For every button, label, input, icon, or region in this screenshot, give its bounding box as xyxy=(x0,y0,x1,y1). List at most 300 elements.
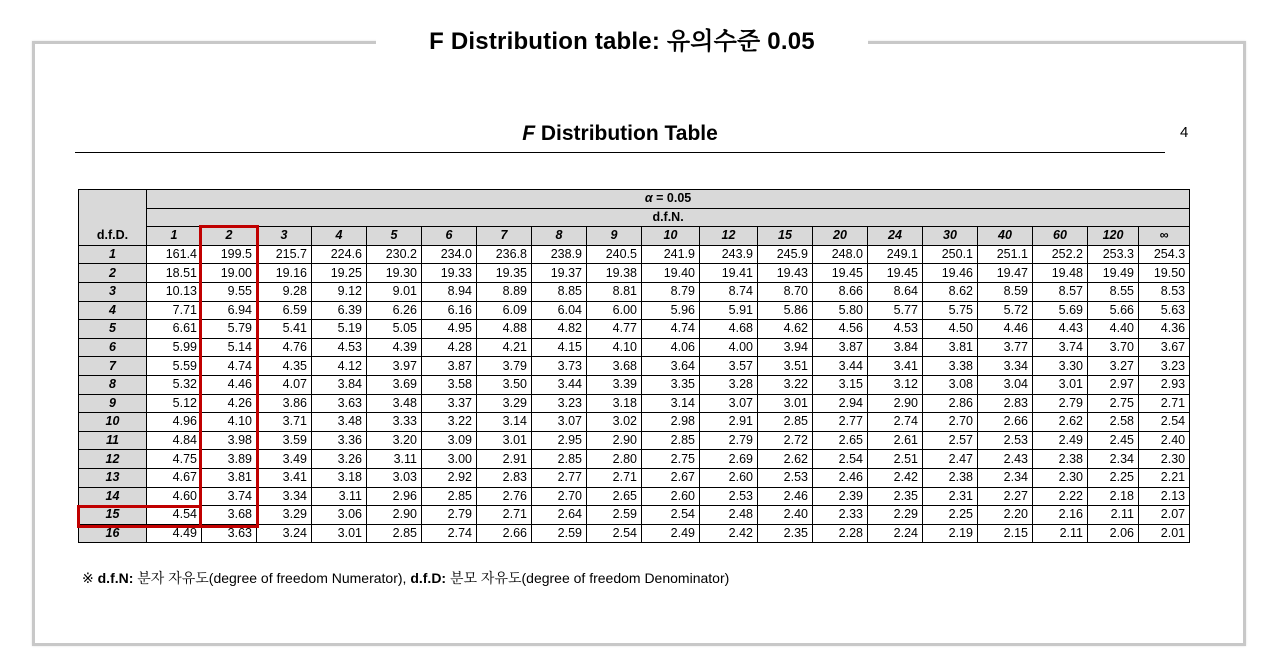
table-cell: 8.70 xyxy=(758,282,813,301)
table-cell: 8.85 xyxy=(532,282,587,301)
table-row xyxy=(79,450,1190,469)
table-cell: 2.30 xyxy=(1139,450,1190,469)
table-cell: 4.53 xyxy=(868,320,923,339)
table-cell: 2.57 xyxy=(923,431,978,450)
table-row xyxy=(79,245,1190,264)
row-header: 3 xyxy=(79,282,147,301)
table-cell: 3.18 xyxy=(312,468,367,487)
table-cell: 3.84 xyxy=(312,375,367,394)
table-cell: 2.49 xyxy=(1033,431,1088,450)
table-cell: 2.39 xyxy=(813,487,868,506)
table-cell: 19.40 xyxy=(642,264,700,283)
table-cell: 3.02 xyxy=(587,413,642,432)
row-header: 6 xyxy=(79,338,147,357)
table-cell: 2.60 xyxy=(700,468,758,487)
table-cell: 2.61 xyxy=(868,431,923,450)
table-cell: 3.01 xyxy=(1033,375,1088,394)
table-cell: 2.96 xyxy=(367,487,422,506)
table-cell: 2.74 xyxy=(422,524,477,543)
f-distribution-table xyxy=(78,189,1190,543)
table-cell: 2.42 xyxy=(868,468,923,487)
table-cell: 3.18 xyxy=(587,394,642,413)
table-cell: 4.46 xyxy=(978,320,1033,339)
table-cell: 2.27 xyxy=(978,487,1033,506)
table-cell: 2.94 xyxy=(813,394,868,413)
table-cell: 238.9 xyxy=(532,245,587,264)
table-cell: 3.23 xyxy=(1139,357,1190,376)
table-cell: 2.07 xyxy=(1139,506,1190,525)
table-cell: 3.68 xyxy=(202,506,257,525)
table-cell: 2.51 xyxy=(868,450,923,469)
table-cell: 5.99 xyxy=(147,338,202,357)
table-cell: 4.10 xyxy=(587,338,642,357)
table-cell: 2.98 xyxy=(642,413,700,432)
table-cell: 8.81 xyxy=(587,282,642,301)
table-cell: 3.30 xyxy=(1033,357,1088,376)
table-cell: 3.11 xyxy=(367,450,422,469)
table-cell: 3.97 xyxy=(367,357,422,376)
table-cell: 2.90 xyxy=(587,431,642,450)
row-header: 15 xyxy=(79,506,147,525)
table-cell: 2.74 xyxy=(868,413,923,432)
table-cell: 5.19 xyxy=(312,320,367,339)
table-row xyxy=(79,282,1190,301)
table-cell: 245.9 xyxy=(758,245,813,264)
table-cell: 2.83 xyxy=(477,468,532,487)
table-cell: 4.07 xyxy=(257,375,312,394)
table-cell: 4.84 xyxy=(147,431,202,450)
table-cell: 4.88 xyxy=(477,320,532,339)
table-cell: 3.20 xyxy=(367,431,422,450)
table-cell: 2.66 xyxy=(978,413,1033,432)
table-cell: 3.39 xyxy=(587,375,642,394)
table-cell: 3.36 xyxy=(312,431,367,450)
alpha-symbol: α xyxy=(644,191,653,206)
table-cell: 3.50 xyxy=(477,375,532,394)
table-cell: 240.5 xyxy=(587,245,642,264)
table-cell: 3.77 xyxy=(978,338,1033,357)
table-cell: 3.11 xyxy=(312,487,367,506)
table-cell: 3.48 xyxy=(367,394,422,413)
table-cell: 2.85 xyxy=(422,487,477,506)
table-cell: 6.59 xyxy=(257,301,312,320)
table-cell: 2.60 xyxy=(642,487,700,506)
table-cell: 2.83 xyxy=(978,394,1033,413)
table-cell: 3.81 xyxy=(202,468,257,487)
table-cell: 3.29 xyxy=(257,506,312,525)
table-cell: 3.63 xyxy=(202,524,257,543)
table-cell: 4.21 xyxy=(477,338,532,357)
table-cell: 248.0 xyxy=(813,245,868,264)
table-cell: 8.57 xyxy=(1033,282,1088,301)
dfd-header: d.f.D. xyxy=(79,190,147,246)
table-cell: 4.36 xyxy=(1139,320,1190,339)
table-cell: 3.03 xyxy=(367,468,422,487)
table-cell: 19.49 xyxy=(1088,264,1139,283)
table-cell: 2.34 xyxy=(1088,450,1139,469)
table-cell: 3.67 xyxy=(1139,338,1190,357)
table-cell: 4.75 xyxy=(147,450,202,469)
table-cell: 2.85 xyxy=(642,431,700,450)
row-header: 16 xyxy=(79,524,147,543)
table-cell: 4.49 xyxy=(147,524,202,543)
table-cell: 3.48 xyxy=(312,413,367,432)
table-cell: 2.33 xyxy=(813,506,868,525)
table-cell: 199.5 xyxy=(202,245,257,264)
table-cell: 6.04 xyxy=(532,301,587,320)
table-cell: 2.29 xyxy=(868,506,923,525)
table-cell: 2.62 xyxy=(758,450,813,469)
table-cell: 5.91 xyxy=(700,301,758,320)
table-cell: 5.80 xyxy=(813,301,868,320)
table-cell: 2.91 xyxy=(700,413,758,432)
table-cell: 4.50 xyxy=(923,320,978,339)
row-header: 7 xyxy=(79,357,147,376)
column-header-17: 60 xyxy=(1033,227,1088,246)
column-header-2: 2 xyxy=(202,227,257,246)
table-cell: 3.22 xyxy=(758,375,813,394)
table-cell: 4.40 xyxy=(1088,320,1139,339)
table-cell: 2.31 xyxy=(923,487,978,506)
table-cell: 2.85 xyxy=(367,524,422,543)
header-row-columns xyxy=(79,227,1190,246)
table-cell: 5.66 xyxy=(1088,301,1139,320)
table-cell: 4.62 xyxy=(758,320,813,339)
table-cell: 2.53 xyxy=(700,487,758,506)
table-cell: 2.93 xyxy=(1139,375,1190,394)
table-cell: 2.11 xyxy=(1033,524,1088,543)
table-cell: 10.13 xyxy=(147,282,202,301)
table-cell: 5.12 xyxy=(147,394,202,413)
table-cell: 3.87 xyxy=(813,338,868,357)
table-cell: 2.54 xyxy=(587,524,642,543)
table-cell: 2.46 xyxy=(758,487,813,506)
table-cell: 19.16 xyxy=(257,264,312,283)
table-cell: 3.01 xyxy=(312,524,367,543)
column-header-14: 24 xyxy=(868,227,923,246)
table-cell: 7.71 xyxy=(147,301,202,320)
row-header: 4 xyxy=(79,301,147,320)
table-cell: 3.98 xyxy=(202,431,257,450)
table-cell: 3.01 xyxy=(758,394,813,413)
table-cell: 2.25 xyxy=(923,506,978,525)
table-cell: 2.80 xyxy=(587,450,642,469)
row-header: 12 xyxy=(79,450,147,469)
table-cell: 5.59 xyxy=(147,357,202,376)
table-cell: 6.61 xyxy=(147,320,202,339)
table-cell: 2.53 xyxy=(978,431,1033,450)
table-cell: 8.59 xyxy=(978,282,1033,301)
table-cell: 243.9 xyxy=(700,245,758,264)
table-cell: 3.14 xyxy=(642,394,700,413)
table-row xyxy=(79,338,1190,357)
table-cell: 2.46 xyxy=(813,468,868,487)
column-header-16: 40 xyxy=(978,227,1033,246)
table-row xyxy=(79,413,1190,432)
table-cell: 3.74 xyxy=(1033,338,1088,357)
column-header-6: 6 xyxy=(422,227,477,246)
table-cell: 2.65 xyxy=(813,431,868,450)
table-cell: 3.64 xyxy=(642,357,700,376)
table-cell: 19.46 xyxy=(923,264,978,283)
table-cell: 3.28 xyxy=(700,375,758,394)
table-cell: 6.00 xyxy=(587,301,642,320)
table-cell: 4.68 xyxy=(700,320,758,339)
table-cell: 2.25 xyxy=(1088,468,1139,487)
table-cell: 2.49 xyxy=(642,524,700,543)
table-cell: 2.75 xyxy=(1088,394,1139,413)
document-title-italic: F xyxy=(522,122,536,145)
table-cell: 4.00 xyxy=(700,338,758,357)
alpha-value: = 0.05 xyxy=(652,191,692,206)
table-cell: 19.43 xyxy=(758,264,813,283)
table-cell: 2.54 xyxy=(1139,413,1190,432)
table-cell: 3.44 xyxy=(532,375,587,394)
table-cell: 3.00 xyxy=(422,450,477,469)
table-cell: 19.25 xyxy=(312,264,367,283)
table-cell: 2.90 xyxy=(868,394,923,413)
table-cell: 2.01 xyxy=(1139,524,1190,543)
table-cell: 4.54 xyxy=(147,506,202,525)
table-cell: 2.35 xyxy=(868,487,923,506)
table-cell: 2.20 xyxy=(978,506,1033,525)
table-cell: 3.41 xyxy=(257,468,312,487)
column-header-18: 120 xyxy=(1088,227,1139,246)
table-cell: 2.71 xyxy=(1139,394,1190,413)
table-cell: 3.34 xyxy=(257,487,312,506)
table-cell: 4.26 xyxy=(202,394,257,413)
table-cell: 9.55 xyxy=(202,282,257,301)
table-cell: 3.34 xyxy=(978,357,1033,376)
column-header-1: 1 xyxy=(147,227,202,246)
column-header-12: 15 xyxy=(758,227,813,246)
title-rule xyxy=(75,152,1165,153)
footnote-mark: ※ xyxy=(82,570,98,586)
table-cell: 215.7 xyxy=(257,245,312,264)
table-cell: 19.47 xyxy=(978,264,1033,283)
table-cell: 3.49 xyxy=(257,450,312,469)
document-title-rest: Distribution Table xyxy=(535,122,718,145)
table-cell: 4.12 xyxy=(312,357,367,376)
table-cell: 5.96 xyxy=(642,301,700,320)
table-cell: 2.92 xyxy=(422,468,477,487)
table-cell: 2.86 xyxy=(923,394,978,413)
column-header-9: 9 xyxy=(587,227,642,246)
document-title xyxy=(75,122,1165,146)
row-header: 9 xyxy=(79,394,147,413)
table-cell: 3.68 xyxy=(587,357,642,376)
table-cell: 2.70 xyxy=(923,413,978,432)
table-cell: 3.22 xyxy=(422,413,477,432)
table-cell: 3.04 xyxy=(978,375,1033,394)
table-cell: 3.41 xyxy=(868,357,923,376)
row-header: 8 xyxy=(79,375,147,394)
table-cell: 3.69 xyxy=(367,375,422,394)
table-cell: 4.28 xyxy=(422,338,477,357)
row-header: 1 xyxy=(79,245,147,264)
table-cell: 4.67 xyxy=(147,468,202,487)
table-cell: 3.27 xyxy=(1088,357,1139,376)
table-cell: 5.41 xyxy=(257,320,312,339)
table-row xyxy=(79,487,1190,506)
table-cell: 2.69 xyxy=(700,450,758,469)
table-cell: 3.08 xyxy=(923,375,978,394)
table-cell: 3.14 xyxy=(477,413,532,432)
table-cell: 19.37 xyxy=(532,264,587,283)
table-cell: 2.38 xyxy=(1033,450,1088,469)
table-cell: 4.06 xyxy=(642,338,700,357)
table-cell: 3.44 xyxy=(813,357,868,376)
table-cell: 4.76 xyxy=(257,338,312,357)
table-cell: 3.79 xyxy=(477,357,532,376)
table-cell: 4.95 xyxy=(422,320,477,339)
table-row xyxy=(79,468,1190,487)
table-cell: 2.40 xyxy=(758,506,813,525)
table-cell: 2.77 xyxy=(532,468,587,487)
table-cell: 2.95 xyxy=(532,431,587,450)
table-cell: 4.53 xyxy=(312,338,367,357)
table-cell: 18.51 xyxy=(147,264,202,283)
table-cell: 3.71 xyxy=(257,413,312,432)
table-cell: 8.79 xyxy=(642,282,700,301)
table-cell: 2.64 xyxy=(532,506,587,525)
table-cell: 2.79 xyxy=(1033,394,1088,413)
table-row xyxy=(79,375,1190,394)
table-cell: 2.58 xyxy=(1088,413,1139,432)
table-cell: 3.37 xyxy=(422,394,477,413)
table-cell: 2.65 xyxy=(587,487,642,506)
table-cell: 4.77 xyxy=(587,320,642,339)
table-cell: 3.07 xyxy=(700,394,758,413)
table-row xyxy=(79,506,1190,525)
table-cell: 3.58 xyxy=(422,375,477,394)
table-cell: 224.6 xyxy=(312,245,367,264)
table-cell: 3.15 xyxy=(813,375,868,394)
table-cell: 8.53 xyxy=(1139,282,1190,301)
table-cell: 3.35 xyxy=(642,375,700,394)
table-cell: 6.39 xyxy=(312,301,367,320)
table-row xyxy=(79,301,1190,320)
table-cell: 2.67 xyxy=(642,468,700,487)
table-cell: 3.09 xyxy=(422,431,477,450)
table-cell: 2.48 xyxy=(700,506,758,525)
header-row-dfn xyxy=(79,208,1190,227)
table-cell: 2.72 xyxy=(758,431,813,450)
table-cell: 19.33 xyxy=(422,264,477,283)
table-cell: 19.41 xyxy=(700,264,758,283)
table-cell: 2.59 xyxy=(587,506,642,525)
table-cell: 8.66 xyxy=(813,282,868,301)
table-cell: 3.33 xyxy=(367,413,422,432)
table-cell: 5.63 xyxy=(1139,301,1190,320)
table-cell: 4.56 xyxy=(813,320,868,339)
table-cell: 2.24 xyxy=(868,524,923,543)
table-cell: 2.59 xyxy=(532,524,587,543)
row-header: 2 xyxy=(79,264,147,283)
table-cell: 2.75 xyxy=(642,450,700,469)
table-cell: 254.3 xyxy=(1139,245,1190,264)
table-cell: 3.81 xyxy=(923,338,978,357)
table-cell: 3.87 xyxy=(422,357,477,376)
table-cell: 2.54 xyxy=(813,450,868,469)
table-cell: 3.01 xyxy=(477,431,532,450)
table-cell: 8.62 xyxy=(923,282,978,301)
table-cell: 9.01 xyxy=(367,282,422,301)
table-cell: 2.71 xyxy=(587,468,642,487)
table-cell: 3.07 xyxy=(532,413,587,432)
row-header: 11 xyxy=(79,431,147,450)
table-cell: 3.51 xyxy=(758,357,813,376)
table-cell: 2.53 xyxy=(758,468,813,487)
table-cell: 234.0 xyxy=(422,245,477,264)
table-cell: 5.14 xyxy=(202,338,257,357)
table-cell: 2.71 xyxy=(477,506,532,525)
table-cell: 249.1 xyxy=(868,245,923,264)
table-cell: 19.45 xyxy=(813,264,868,283)
table-cell: 3.26 xyxy=(312,450,367,469)
table-cell: 5.69 xyxy=(1033,301,1088,320)
table-cell: 2.40 xyxy=(1139,431,1190,450)
table-cell: 2.66 xyxy=(477,524,532,543)
table-cell: 2.85 xyxy=(758,413,813,432)
column-header-5: 5 xyxy=(367,227,422,246)
table-cell: 5.77 xyxy=(868,301,923,320)
table-cell: 3.73 xyxy=(532,357,587,376)
row-header: 14 xyxy=(79,487,147,506)
table-cell: 2.76 xyxy=(477,487,532,506)
table-cell: 4.74 xyxy=(202,357,257,376)
table-cell: 3.38 xyxy=(923,357,978,376)
table-cell: 2.97 xyxy=(1088,375,1139,394)
table-cell: 3.74 xyxy=(202,487,257,506)
table-cell: 5.05 xyxy=(367,320,422,339)
table-cell: 4.82 xyxy=(532,320,587,339)
column-header-11: 12 xyxy=(700,227,758,246)
column-header-4: 4 xyxy=(312,227,367,246)
column-header-19: ∞ xyxy=(1139,227,1190,246)
table-cell: 230.2 xyxy=(367,245,422,264)
column-header-15: 30 xyxy=(923,227,978,246)
table-row xyxy=(79,431,1190,450)
table-cell: 6.16 xyxy=(422,301,477,320)
table-cell: 2.77 xyxy=(813,413,868,432)
table-cell: 236.8 xyxy=(477,245,532,264)
table-cell: 3.84 xyxy=(868,338,923,357)
table-cell: 5.75 xyxy=(923,301,978,320)
table-cell: 2.43 xyxy=(978,450,1033,469)
footnote xyxy=(82,568,729,588)
table-cell: 3.59 xyxy=(257,431,312,450)
table-cell: 8.89 xyxy=(477,282,532,301)
table-cell: 2.90 xyxy=(367,506,422,525)
table-cell: 4.15 xyxy=(532,338,587,357)
table-cell: 2.70 xyxy=(532,487,587,506)
table-cell: 161.4 xyxy=(147,245,202,264)
table-cell: 2.79 xyxy=(422,506,477,525)
table-cell: 4.46 xyxy=(202,375,257,394)
table-cell: 19.00 xyxy=(202,264,257,283)
table-cell: 6.09 xyxy=(477,301,532,320)
table-cell: 19.50 xyxy=(1139,264,1190,283)
table-cell: 2.13 xyxy=(1139,487,1190,506)
table-cell: 9.28 xyxy=(257,282,312,301)
table-cell: 3.57 xyxy=(700,357,758,376)
slide-title: F Distribution table: 유의수준 0.05 xyxy=(376,24,868,60)
table-cell: 4.74 xyxy=(642,320,700,339)
table-cell: 8.55 xyxy=(1088,282,1139,301)
table-cell: 241.9 xyxy=(642,245,700,264)
table-cell: 2.45 xyxy=(1088,431,1139,450)
